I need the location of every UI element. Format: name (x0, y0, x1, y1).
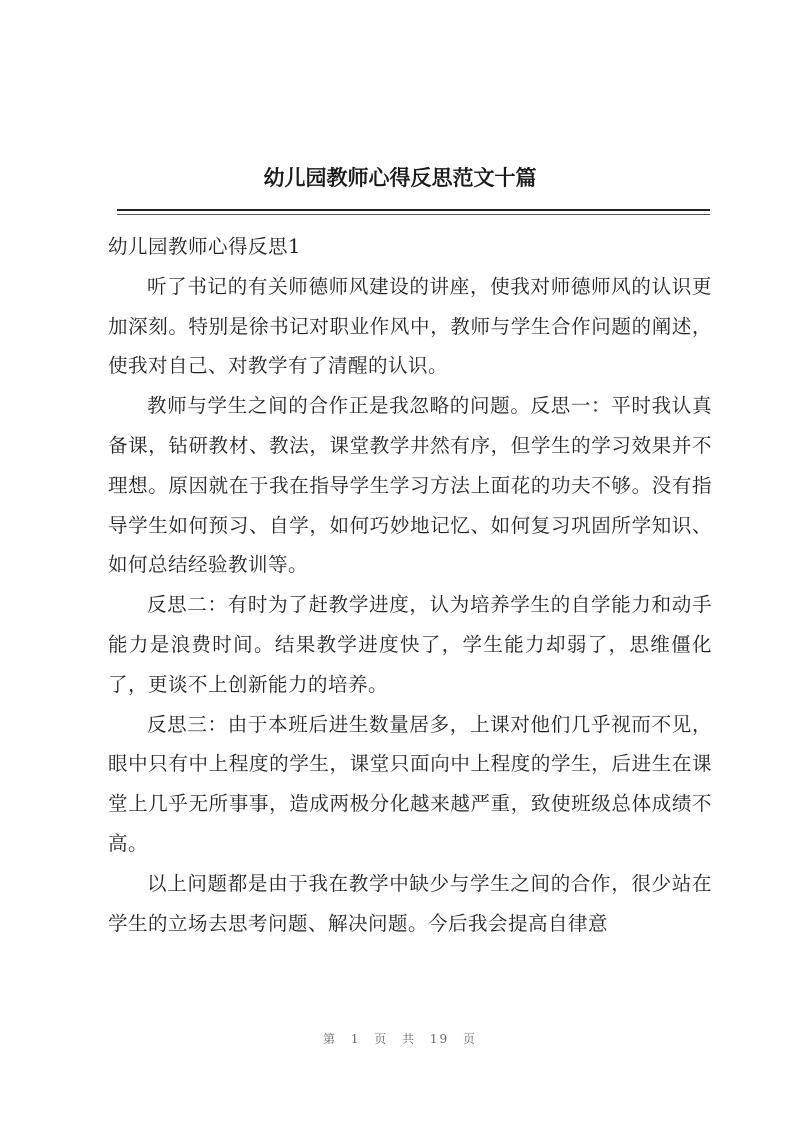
paragraph-5: 以上问题都是由于我在教学中缺少与学生之间的合作，很少站在学生的立场去思考问题、解决问题。今后我会提高自律意 (108, 871, 712, 935)
page-footer: 第 1 页 共 19 页 (323, 1032, 477, 1046)
paragraph-1: 听了书记的有关师德师风建设的讲座，使我对师德师风的认识更加深刻。特别是徐书记对职业作风中，教师与学生合作问题的阐述，使我对自己、对教学有了清醒的认识。 (108, 274, 712, 378)
title-rule-thin (117, 214, 710, 215)
document-body (108, 227, 712, 943)
title-rule-thick (117, 209, 710, 211)
section-heading: 幼儿园教师心得反思1 (108, 235, 301, 258)
document-title: 幼儿园教师心得反思范文十篇 (263, 165, 537, 190)
paragraph-4: 反思三：由于本班后进生数量居多，上课对他们几乎视而不见，眼中只有中上程度的学生，课堂只面向中上程度的学生，后进生在课堂上几乎无所事事，造成两极分化越来越严重，致使班级总体成绩不高。 (108, 712, 712, 855)
paragraph-3: 反思二：有时为了赶教学进度，认为培养学生的自学能力和动手能力是浪费时间。结果教学进度快了，学生能力却弱了，思维僵化了，更谈不上创新能力的培养。 (108, 593, 712, 696)
paragraph-2: 教师与学生之间的合作正是我忽略的问题。反思一：平时我认真备课，钻研教材、教法，课堂教学井然有序，但学生的学习效果并不理想。原因就在于我在指导学生学习方法上面花的功夫不够。没有指导学生如何预习、自学，如何巧妙地记忆、如何复习巩固所学知识、如何总结经验教训等。 (108, 394, 712, 577)
